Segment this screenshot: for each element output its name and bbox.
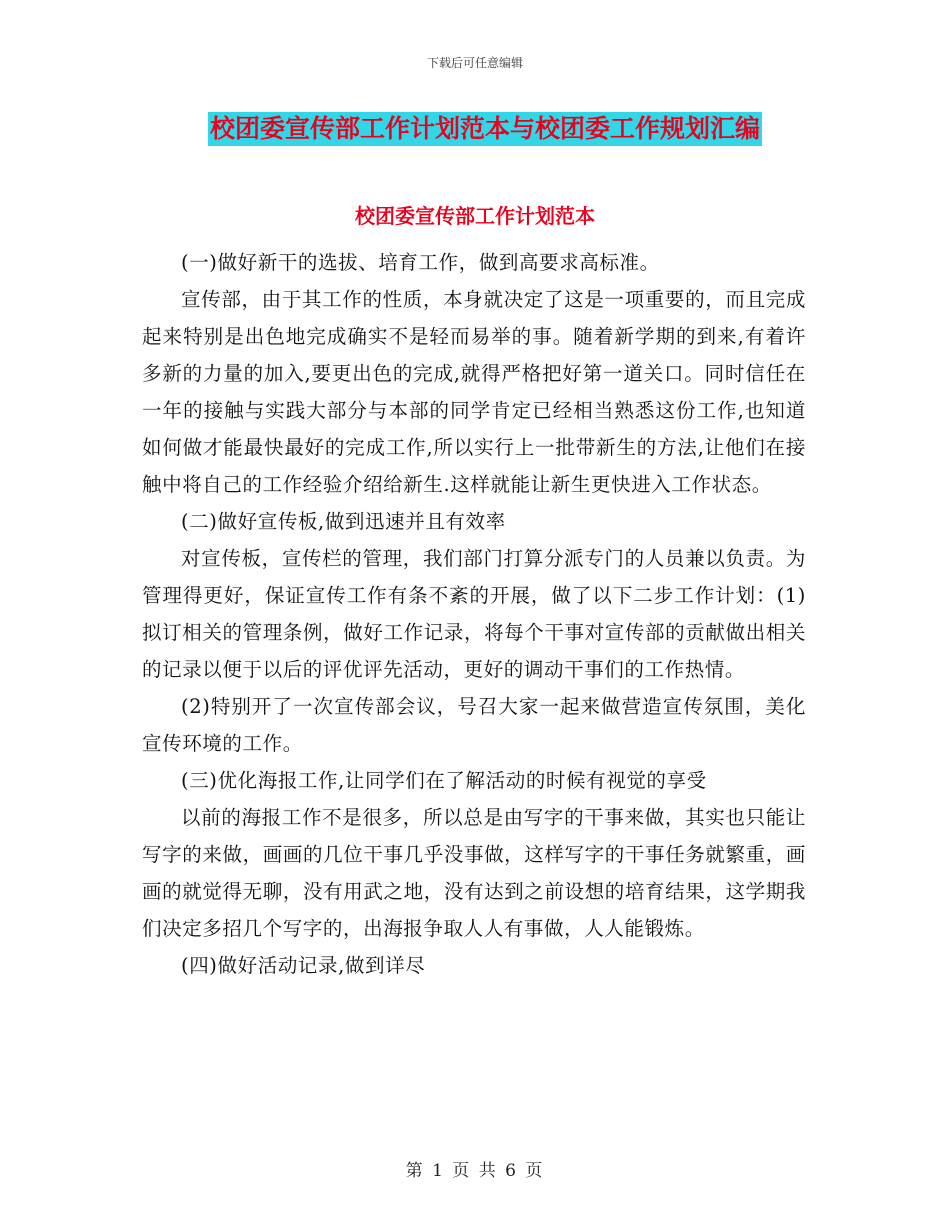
- paragraph: (一)做好新干的选拔、培育工作，做到高要求高标准。: [181, 251, 660, 274]
- paragraph: 对宣传板，宣传栏的管理，我们部门打算分派专门的人员兼以负责。为管理得更好，保证宣传工作有条不紊的开展，做了以下二步工作计划：(1)拟订相关的管理条例，做好工作记录，将每个干事对宣传部的贡献做出相关的记录以便于以后的评优评先活动，更好的调动干事们的工作热情。: [142, 547, 806, 681]
- paragraph: (三)优化海报工作,让同学们在了解活动的时候有视觉的享受: [181, 769, 707, 792]
- paragraph: 宣传部，由于其工作的性质，本身就决定了这是一项重要的，而且完成起来特别是出色地完成确实不是轻而易举的事。随着新学期的到来,有着许多新的力量的加入,要更出色的完成,就得严格把好第一道关口。同时信任在一年的接触与实践大部分与本部的同学肯定已经相当熟悉这份工作,也知道如何做才能最快最好的完成工作,所以实行上一批带新生的方法,让他们在接触中将自己的工作经验介绍给新生.这样就能让新生更快进入工作状态。: [142, 288, 806, 496]
- header-note: 下载后可任意编辑: [426, 56, 523, 70]
- document-body: [142, 244, 806, 984]
- paragraph: (四)做好活动记录,做到详尽: [181, 954, 426, 977]
- section-title: 校团委宣传部工作计划范本: [355, 204, 595, 228]
- paragraph: (二)做好宣传板,做到迅速并且有效率: [181, 510, 506, 533]
- paragraph: (2)特别开了一次宣传部会议，号召大家一起来做营造宣传氛围，美化宣传环境的工作。: [142, 695, 806, 755]
- paragraph: 以前的海报工作不是很多，所以总是由写字的干事来做，其实也只能让写字的来做，画画的几位干事几乎没事做，这样写字的干事任务就繁重，画画的就觉得无聊，没有用武之地，没有达到之前设想的培育结果，这学期我们决定多招几个写字的，出海报争取人人有事做，人人能锻炼。: [142, 806, 806, 940]
- document-title: 校团委宣传部工作计划范本与校团委工作规划汇编: [208, 112, 762, 146]
- page-indicator: 第 1 页 共 6 页: [405, 1161, 545, 1181]
